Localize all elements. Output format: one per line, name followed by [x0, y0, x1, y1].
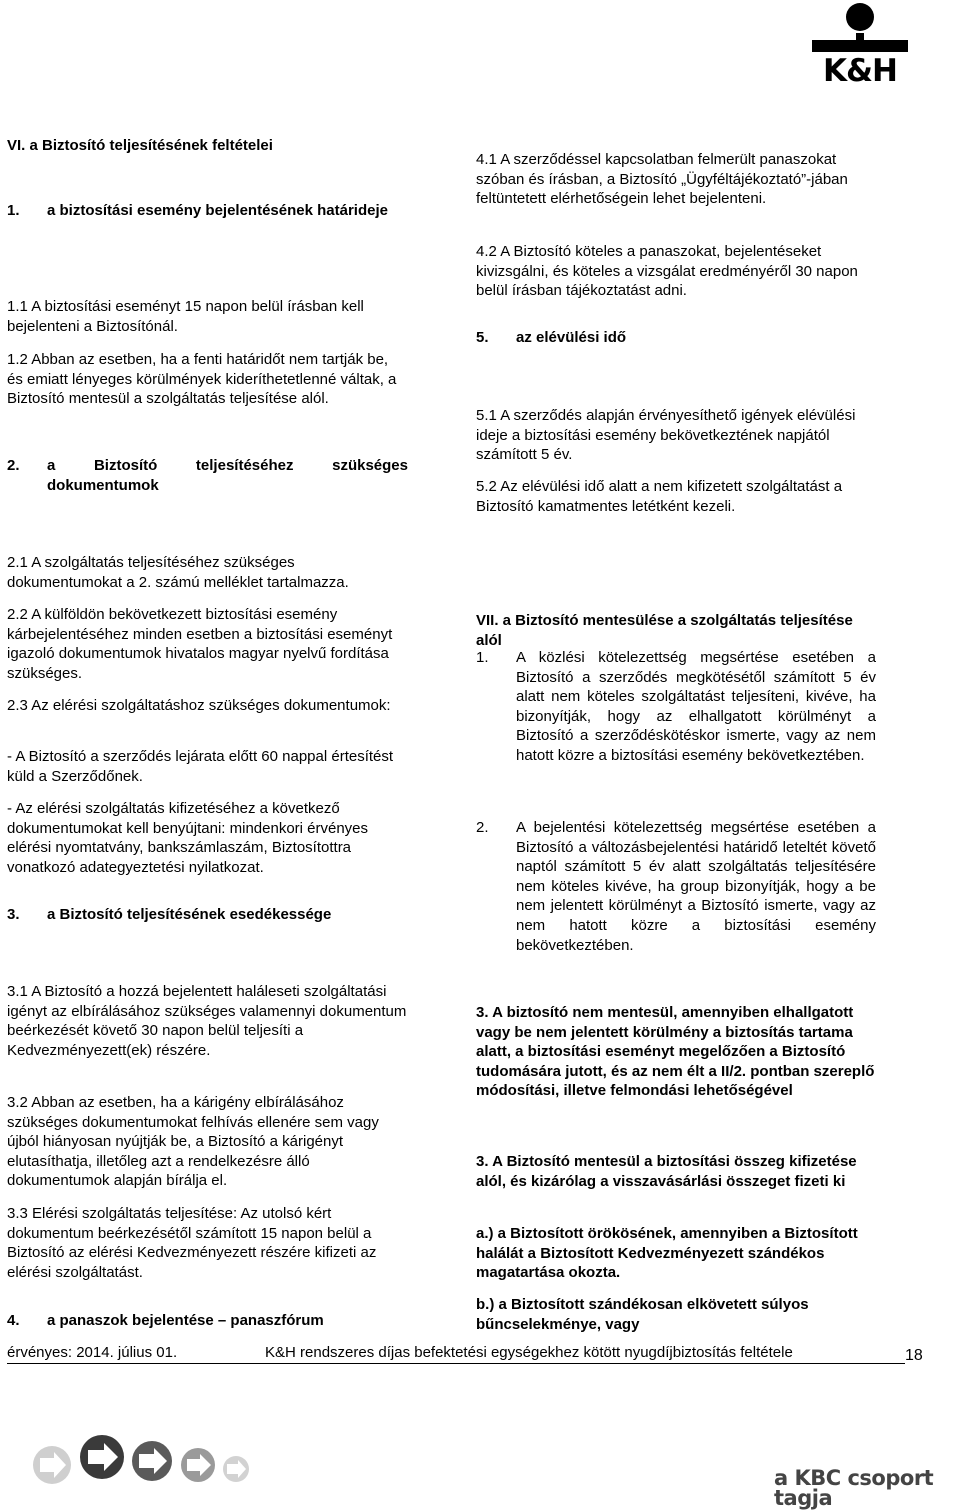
exemption-item-1 — [476, 648, 876, 766]
page-number: 18 — [905, 1347, 923, 1364]
paragraph-ba: a.) a Biztosított örökösének, amennyiben a Biztosított halálát a Biztosított Kedvezményezett szándékos magatartása okozta. — [476, 1225, 858, 1282]
paragraph-5-1: 5.1 A szerződés alapján érvényesíthető igények elévülési ideje a biztosítási esemény bekövetkeztének napjától számított 5 év. — [476, 407, 856, 464]
paragraph-b3b: 3. A Biztosító mentesül a biztosítási összeg kifizetése alól, és kizárólag a visszavásárlási összeget fizeti ki — [476, 1153, 857, 1190]
paragraph-3-3: 3.3 Elérési szolgáltatás teljesítése: Az utolsó kért dokumentum beérkezésétől számított 15 napon belül a Biztosító az elérési Kedvezményezett részére kifizeti az elérési szolgáltatást. — [7, 1205, 377, 1281]
heading-2 — [7, 456, 408, 495]
paragraph-bb: b.) a Biztosított szándékosan elkövetett súlyos bűncselekménye, vagy — [476, 1296, 809, 1333]
paragraph-2-3a: - A Biztosító a szerződés lejárata előtt 60 nappal értesítést küld a Szerződőnek. — [7, 748, 394, 785]
heading-3-number: 3. — [7, 906, 20, 923]
heading-4 — [7, 1311, 408, 1331]
section-vi-title: VI. a Biztosító teljesítésének feltételei — [7, 137, 273, 154]
heading-2-number: 2. — [7, 457, 20, 474]
page-footer — [7, 1342, 927, 1366]
paragraph-4-2: 4.2 A Biztosító köteles a panaszokat, bejelentéseket kivizsgálni, és köteles a vizsgálat eredményéről 30 napon belül írásban tájékoztatást adni. — [476, 243, 858, 300]
heading-5-number: 5. — [476, 329, 489, 346]
heading-1-text: a biztosítási esemény bejelentésének határideje — [47, 202, 388, 219]
exemption-item-1-text: A közlési kötelezettség megsértése esetében a Biztosító a szerződés megkötésétől számított 5 év alatt nem köteles szolgáltatást teljesíteni, kivéve, ha bizonyítják, hogy az elhallgatott körülményt a Biztosító a szerződéskötéskor ismerte, vagy az nem hatott közre a biztosítási esemény bekövetkeztében. — [516, 649, 876, 764]
paragraph-2-2: 2.2 A külföldön bekövetkezett biztosítási esemény kárbejelentéséhez minden esetben a biztosítási eseményt igazoló dokumentumok hivatalos magyar nyelvű fordítása szükséges. — [7, 606, 393, 682]
paragraph-4-1: 4.1 A szerződéssel kapcsolatban felmerült panaszokat szóban és írásban, a Biztosító „Ügyféltájékoztató”-jában feltüntetett elérhetőségein lehet bejelenteni. — [476, 151, 848, 208]
heading-5-text: az elévülési idő — [516, 329, 627, 346]
paragraph-3-1: 3.1 A Biztosító a hozzá bejelentett haláleseti szolgáltatási igényt az elbírálásához szükséges valamennyi dokumentum beérkezését követő 30 napon belül teljesíti a Kedvezményezett(ek) részére. — [7, 983, 407, 1059]
section-vii-title: VII. a Biztosító mentesülése a szolgáltatás teljesítése alól — [476, 612, 853, 649]
kh-logo — [804, 0, 916, 90]
heading-4-number: 4. — [7, 1312, 20, 1329]
kh-logo-symbol — [804, 0, 916, 60]
paragraph-1-2: 1.2 Abban az esetben, ha a fenti határidőt nem tartják be, és emiatt lényeges körülmények kideríthetetlenné váltak, a Biztosító mentesül a szolgáltatás teljesítése alól. — [7, 351, 397, 408]
kh-logo-text: K&H — [822, 53, 897, 89]
arrow-icons — [28, 1425, 328, 1495]
exemption-item-2-text: A bejelentési kötelezettség megsértése esetében a Biztosító a változásbejelentési határidő leteltét követő naptól számított 5 év alatt szolgáltatás teljesítésére nem köteles kivéve, ha group bizonyítják, hogy a be nem jelentett körülményt a Biztosító ismerte, vagy az nem hatott közre a biztosítási esemény bekövetkeztében. — [516, 819, 876, 954]
exemption-item-1-number: 1. — [476, 649, 489, 666]
heading-5 — [476, 328, 876, 348]
paragraph-2-1: 2.1 A szolgáltatás teljesítéséhez szükséges dokumentumokat a 2. számú melléklet tartalmazza. — [7, 554, 349, 591]
kbc-arrows-decoration — [28, 1425, 328, 1501]
heading-4-text: a panaszok bejelentése – panaszfórum — [47, 1312, 324, 1329]
paragraph-2-3b: - Az elérési szolgáltatás kifizetéséhez a következő dokumentumokat kell benyújtani: mindenkori érvényes elérési nyomtatvány, bankszámlaszám, Biztosítottra vonatkozó adategyeztetési nyilatkozat. — [7, 800, 369, 876]
footer-validity: érvényes: 2014. július 01. — [7, 1344, 178, 1361]
exemption-item-2 — [476, 818, 876, 955]
heading-1 — [7, 201, 408, 221]
kbc-group-tagline: a KBC csoport tagja — [774, 1466, 934, 1510]
paragraph-3-2: 3.2 Abban az esetben, ha a kárigény elbírálásához szükséges dokumentumokat felhívás ellenére sem vagy újból hiányosan nyújtják be, a Biztosító a kárigényt elutasíthatja, illetőleg azt a rendelkezésre álló dokumentumok alapján bírálja el. — [7, 1094, 379, 1190]
heading-2-text: a Biztosító teljesítéséhez szükséges dokumentumok — [47, 457, 408, 494]
footer-document-title: K&H rendszeres díjas befektetési egységekhez kötött nyugdíjbiztosítás feltétele — [265, 1344, 793, 1361]
paragraph-2-3: 2.3 Az elérési szolgáltatáshoz szükséges dokumentumok: — [7, 697, 391, 714]
exemption-item-2-number: 2. — [476, 819, 489, 836]
heading-3 — [7, 905, 408, 925]
paragraph-5-2: 5.2 Az elévülési idő alatt a nem kifizetett szolgáltatást a Biztosító kamatmentes letétként kezeli. — [476, 478, 843, 515]
paragraph-b3a: 3. A biztosító nem mentesül, amennyiben elhallgatott vagy be nem jelentett körülmény a biztosítás tartama alatt, a biztosítási eseményt megelőzően a Biztosító tudomására jutott, és az nem élt a II/2. pontban szereplő módosítási, illetve felmondási lehetőségével — [476, 1004, 875, 1100]
heading-1-number: 1. — [7, 202, 20, 219]
paragraph-1-1: 1.1 A biztosítási eseményt 15 napon belül írásban kell bejelenteni a Biztosítónál. — [7, 298, 364, 335]
footer-rule — [7, 1363, 905, 1364]
heading-3-text: a Biztosító teljesítésének esedékessége — [47, 906, 332, 923]
